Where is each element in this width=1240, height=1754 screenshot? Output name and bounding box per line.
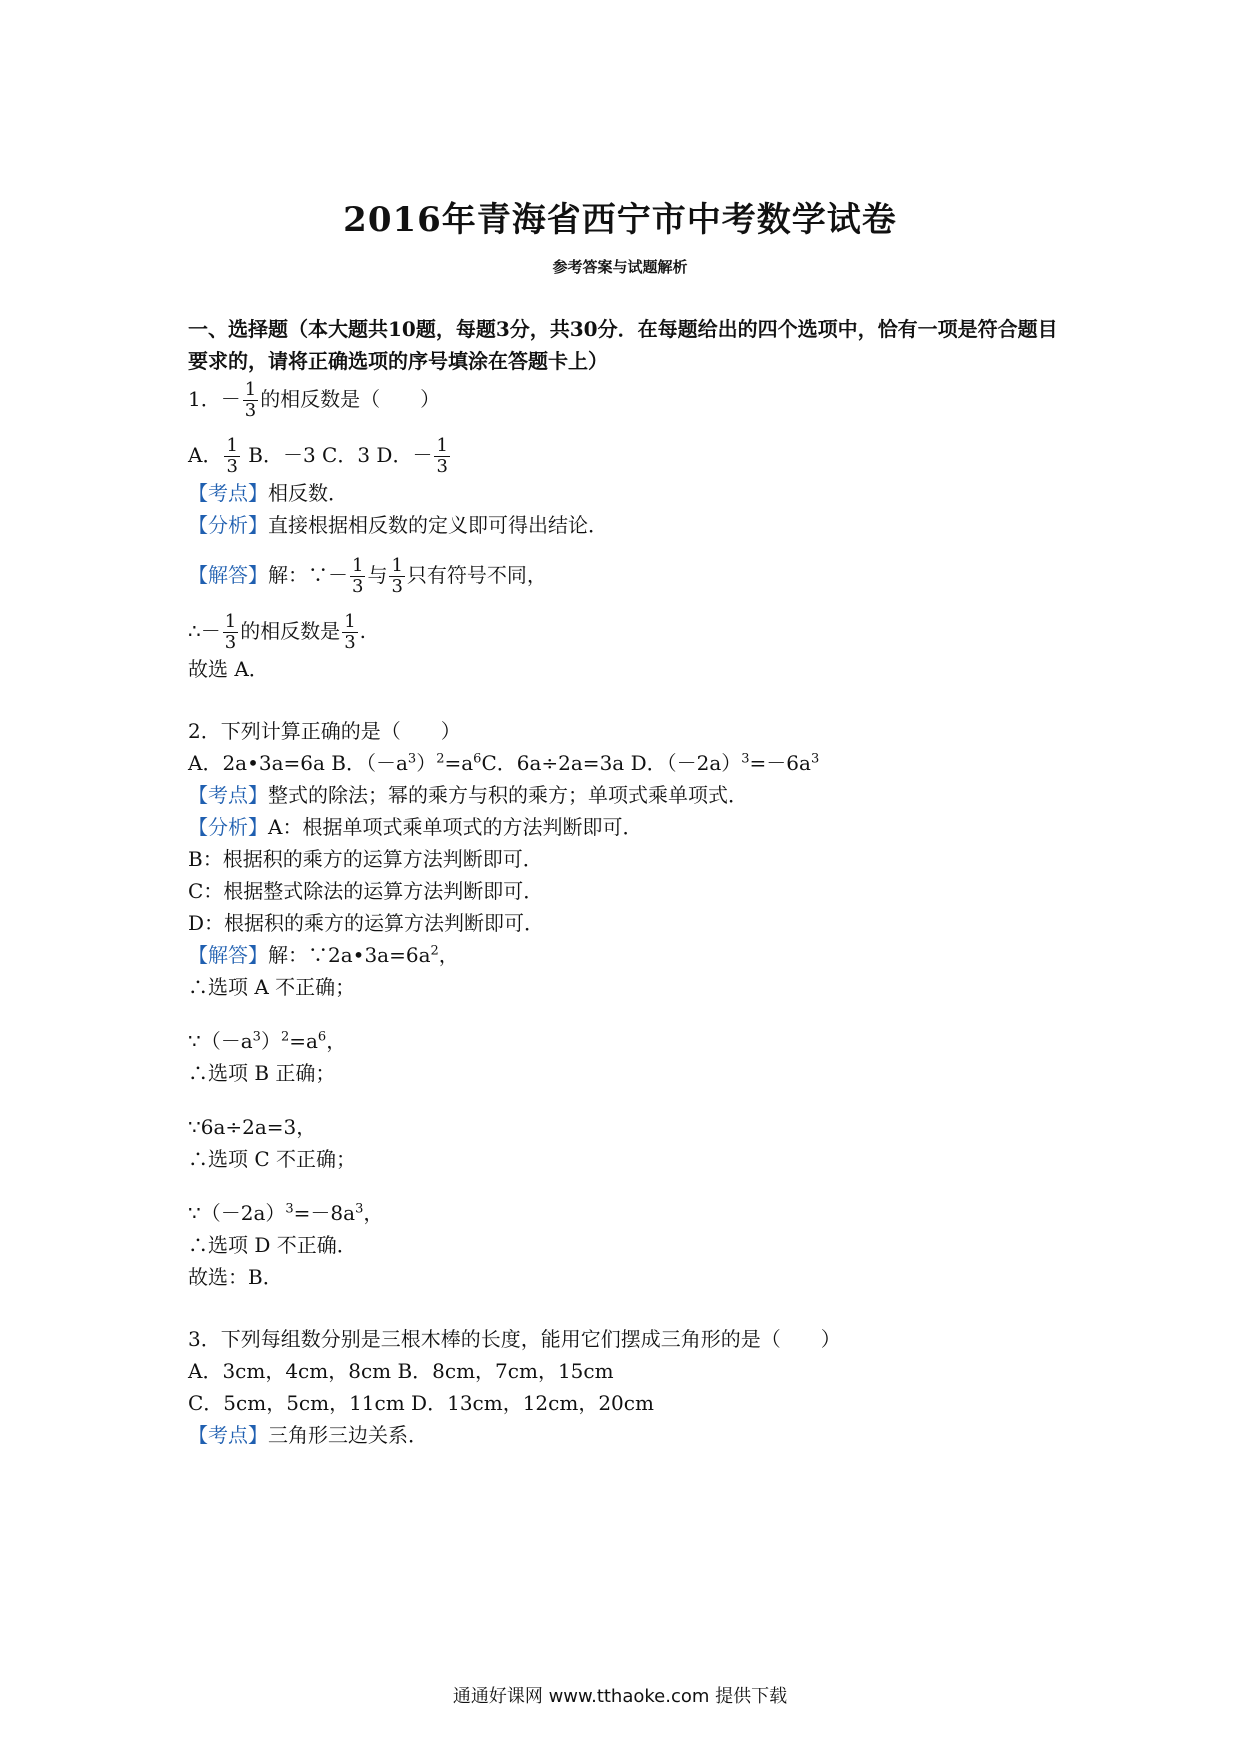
q2-result-a: ∴选项 A 不正确；: [188, 975, 356, 999]
q1-stem: [188, 377, 1068, 421]
fraction: $\frac{1}{3}$: [391, 555, 403, 597]
q1-fenxi: 【分析】直接根据相反数的定义即可得出结论．: [188, 513, 608, 537]
fenxi-tag: 【分析】: [188, 513, 268, 537]
page-footer: 通通好课网 www.tthaoke.com 提供下载: [452, 1686, 788, 1707]
fraction: $\frac{1}{3}$: [344, 611, 356, 653]
kaodian-tag: 【考点】: [188, 1423, 268, 1447]
kaodian-tag: 【考点】: [188, 481, 268, 505]
jieda-tag: 【解答】: [188, 943, 268, 967]
q3-options-1: A．3cm，4cm，8cm B．8cm，7cm，15cm: [188, 1359, 614, 1383]
fenxi-tag: 【分析】: [188, 815, 268, 839]
q1-stem-post: 的相反数是（ ）: [260, 387, 441, 411]
q1-kaodian: 【考点】相反数．: [188, 481, 348, 505]
q2-fenxi-c: C：根据整式除法的运算方法判断即可．: [188, 879, 544, 903]
q3-kaodian: 【考点】三角形三边关系．: [188, 1423, 428, 1447]
page-title: 2016年青海省西宁市中考数学试卷: [343, 200, 897, 240]
fraction: $\frac{1}{3}$: [224, 611, 237, 653]
q2-jieda: 【解答】解：$\because 2a•3a=6a^2$，: [188, 943, 459, 967]
fraction: $\frac{1}{3}$: [436, 435, 448, 477]
q2-kaodian: 【考点】整式的除法；幂的乘方与积的乘方；单项式乘单项式．: [188, 783, 748, 807]
q3-options-2: C．5cm，5cm，11cm D．13cm，12cm，20cm: [188, 1391, 654, 1415]
q1-jieda: 【解答】解：∵－ $\frac{1}{3}$ 与 $\frac{1}{3}$ 只有符号不同，: [188, 555, 547, 597]
q1-conclusion: 故选 A．: [188, 657, 269, 681]
q2-options: A．2a•3a=6a B．$(-a^3)^2=a^6C$．6a÷2a=3a D．$(-2a)^3=-6a^3$: [188, 751, 820, 775]
q2-fenxi-b: B：根据积的乘方的运算方法判断即可．: [188, 847, 543, 871]
kaodian-tag: 【考点】: [188, 783, 268, 807]
page-subtitle: 参考答案与试题解析: [552, 258, 688, 276]
q2-result-c: ∴选项 C 不正确；: [188, 1147, 357, 1171]
q2-result-d: ∴选项 D 不正确．: [188, 1233, 357, 1257]
q1-jieda-line2: ∴－ $\frac{1}{3}$ 的相反数是 $\frac{1}{3}$ .: [188, 611, 366, 653]
q2-stem: 2．下列计算正确的是（ ）: [188, 719, 461, 743]
jieda-tag: 【解答】: [188, 563, 268, 587]
q2-fenxi: 【分析】A：根据单项式乘单项式的方法判断即可．: [188, 815, 643, 839]
q2-conclusion: 故选：B．: [188, 1265, 283, 1289]
q2-step-b: $\because(-a^3)^2=a^6$，: [188, 1029, 347, 1053]
fraction: $\frac{1}{3}$: [352, 555, 364, 597]
q1-options: A． $\frac{1}{3}$ B．－3 C．3 D．－ $\frac{1}{3}$: [188, 435, 448, 477]
document-body: [188, 313, 1068, 1451]
q3-stem: 3．下列每组数分别是三根木棒的长度，能用它们摆成三角形的是（ ）: [188, 1327, 841, 1351]
q1-stem-pre: 1．－: [188, 387, 241, 411]
q2-step-c: ∵6a÷2a=3，: [188, 1115, 317, 1139]
section-heading: 一、选择题（本大题共10题，每题3分，共30分．在每题给出的四个选项中，恰有一项是符合题目要求的，请将正确选项的序号填涂在答题卡上）: [188, 317, 1058, 373]
q2-step-d: $\because(-2a)^3=-8a^3$，: [188, 1201, 384, 1225]
q2-result-b: ∴选项 B 正确；: [188, 1061, 336, 1085]
q2-fenxi-d: D：根据积的乘方的运算方法判断即可．: [188, 911, 545, 935]
fraction: $\frac{1}{3}$: [244, 379, 257, 421]
fraction: $\frac{1}{3}$: [226, 435, 238, 477]
